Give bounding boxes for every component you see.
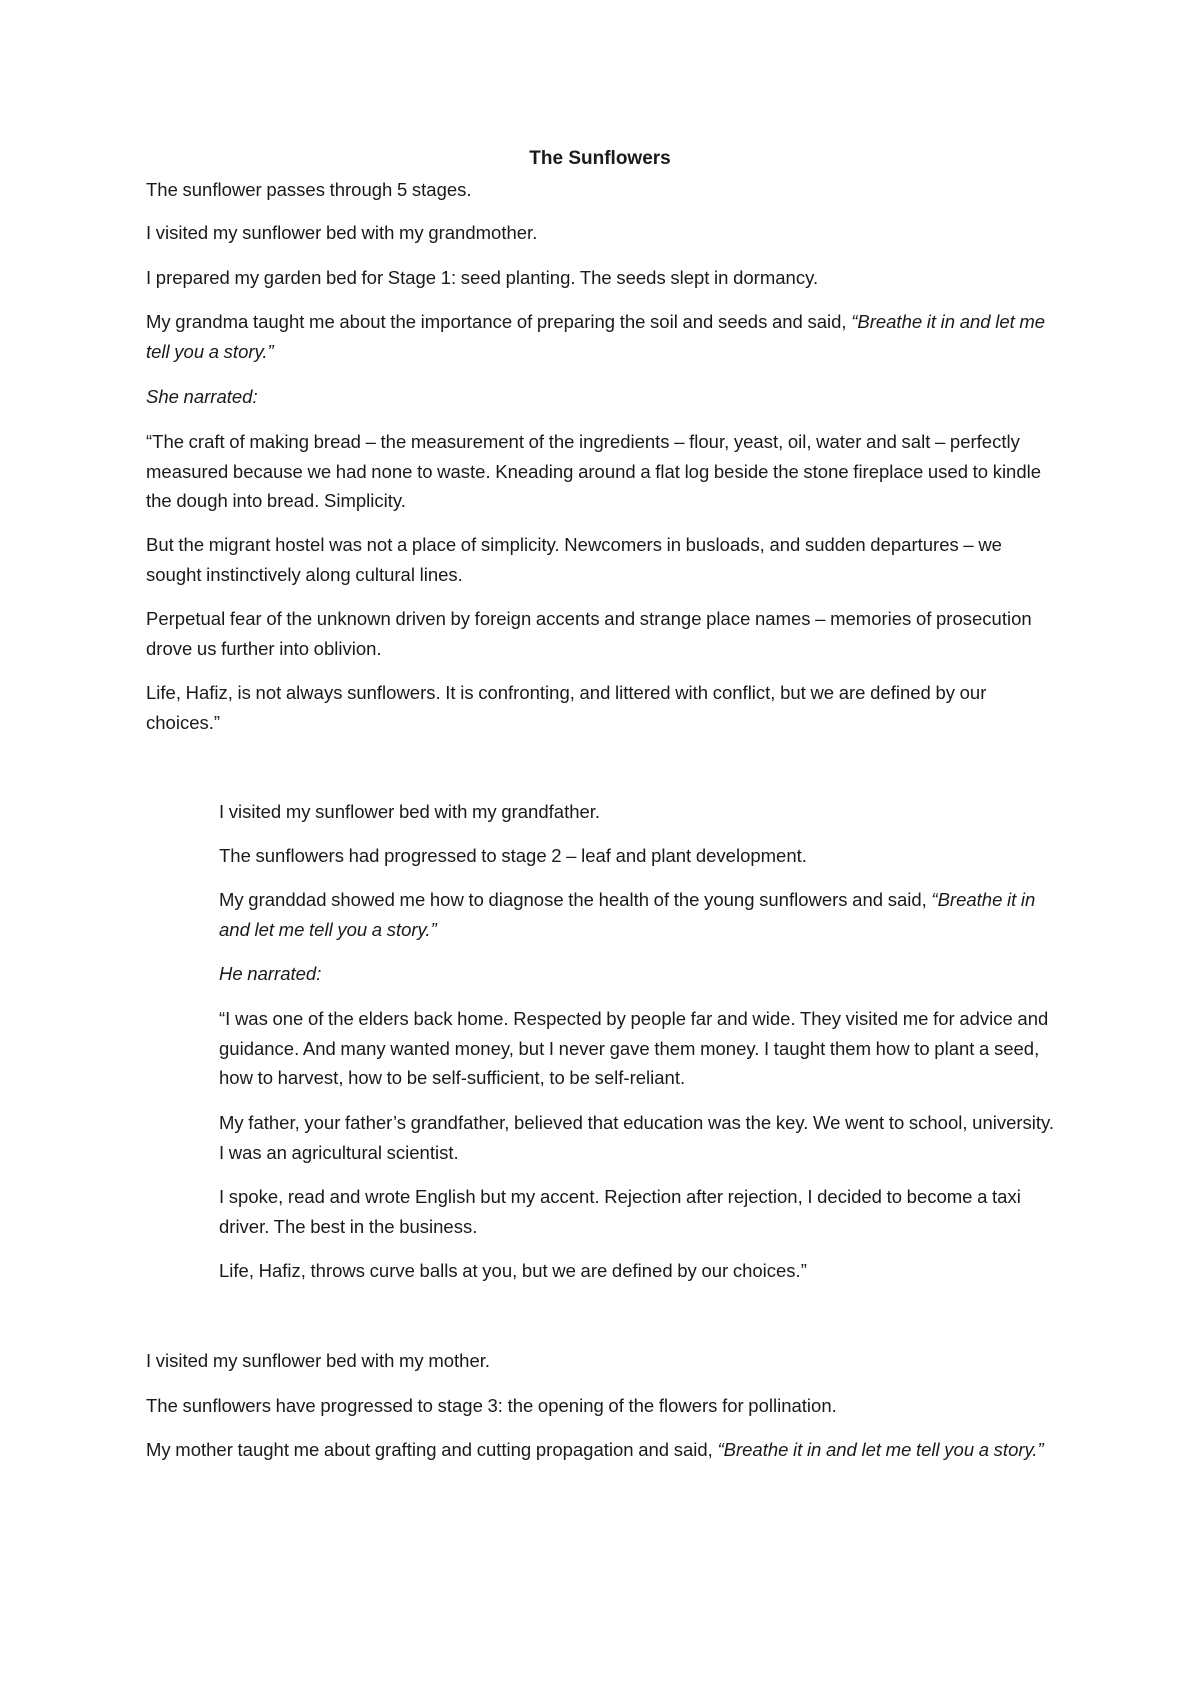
paragraph-stage-3: The sunflowers have progressed to stage 3: the opening of the flowers for pollination. xyxy=(146,1395,837,1416)
quote-breathe-it-in: “Breathe it in and let me tell you a story.” xyxy=(146,311,1046,362)
paragraph-she-narrated: She narrated: xyxy=(146,386,258,407)
paragraph-elders-back-home: “I was one of the elders back home. Respected by people far and wide. They visited me for advice and guidance. And many wanted money, but I never gave them money. I taught them how to plant a seed, how to harvest, how to be self-sufficient, to be self-reliant. xyxy=(219,1008,1049,1088)
paragraph-life-sunflowers: Life, Hafiz, is not always sunflowers. It is confronting, and littered with conflict, but we are defined by our choices.” xyxy=(146,682,987,733)
paragraph-stage-2: The sunflowers had progressed to stage 2 – leaf and plant development. xyxy=(219,845,807,866)
quote-breathe-it-in: “Breathe it in and let me tell you a story.” xyxy=(219,889,1036,940)
document-title: The Sunflowers xyxy=(529,148,671,169)
paragraph-curve-balls: Life, Hafiz, throws curve balls at you, but we are defined by our choices.” xyxy=(219,1260,807,1281)
paragraph-mother-taught xyxy=(146,1435,1061,1465)
paragraph-granddad-showed xyxy=(219,885,1061,944)
paragraph-visit-grandfather: I visited my sunflower bed with my grandfather. xyxy=(219,801,601,822)
paragraph-visit-grandmother: I visited my sunflower bed with my grandmother. xyxy=(146,222,538,243)
paragraph-bread-craft: “The craft of making bread – the measurement of the ingredients – flour, yeast, oil, water and salt – perfectly measured because we had none to waste. Kneading around a flat log beside the stone fireplace used to kindle the dough into bread. Simplicity. xyxy=(146,431,1042,511)
paragraph-perpetual-fear: Perpetual fear of the unknown driven by foreign accents and strange place names – memories of prosecution drove us further into oblivion. xyxy=(146,608,1032,659)
paragraph-grandma-taught-text: My grandma taught me about the importance of preparing the soil and seeds and said, xyxy=(146,311,852,332)
paragraph-migrant-hostel: But the migrant hostel was not a place of simplicity. Newcomers in busloads, and sudden departures – we sought instinctively along cultural lines. xyxy=(146,534,1002,585)
paragraph-grandma-taught xyxy=(146,307,1061,366)
quote-breathe-it-in: “Breathe it in and let me tell you a story.” xyxy=(717,1439,1044,1460)
paragraph-education-key: My father, your father’s grandfather, believed that education was the key. We went to school, university. I was an agricultural scientist. xyxy=(219,1112,1055,1163)
paragraph-he-narrated: He narrated: xyxy=(219,963,322,984)
paragraph-visit-mother: I visited my sunflower bed with my mother. xyxy=(146,1350,491,1371)
paragraph-granddad-showed-text: My granddad showed me how to diagnose the health of the young sunflowers and said, xyxy=(219,889,932,910)
paragraph-stages: The sunflower passes through 5 stages. xyxy=(146,179,472,200)
paragraph-stage-1: I prepared my garden bed for Stage 1: seed planting. The seeds slept in dormancy. xyxy=(146,267,819,288)
paragraph-mother-taught-text: My mother taught me about grafting and cutting propagation and said, xyxy=(146,1439,718,1460)
paragraph-taxi-driver: I spoke, read and wrote English but my accent. Rejection after rejection, I decided to become a taxi driver. The best in the business. xyxy=(219,1186,1021,1237)
